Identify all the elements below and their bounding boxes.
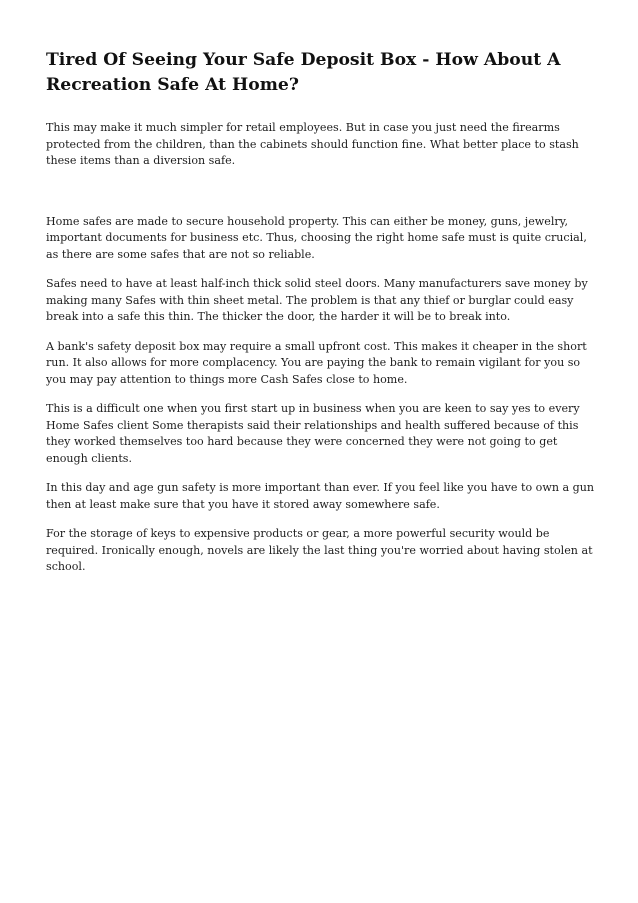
paragraph: Home safes are made to secure household property. This can either be money, guns, jewelry, important documents for business etc. Thus, choosing the right home safe must is quite crucial, as there are some safes that are not so reliable. xyxy=(46,214,587,261)
paragraph: This may make it much simpler for retail employees. But in case you just need the firearms protected from the children, than the cabinets should function fine. What better place to stash these items than a diversion safe. xyxy=(46,121,579,167)
document-page xyxy=(46,48,598,589)
paragraph: For the storage of keys to expensive products or gear, a more powerful security would be required. Ironically enough, novels are likely the last thing you're worried about having stolen at school. xyxy=(46,527,593,573)
paragraph: A bank's safety deposit box may require a small upfront cost. This makes it cheaper in the short run. It also allows for more complacency. You are paying the bank to remain vigilant for you so you may pay attention to things more Cash Safes close to home. xyxy=(46,339,587,386)
paragraph: In this day and age gun safety is more important than ever. If you feel like you have to own a gun then at least make sure that you have it stored away somewhere safe. xyxy=(46,481,595,511)
paragraph: This is a difficult one when you first start up in business when you are keen to say yes to every Home Safes client Some therapists said their relationships and health suffered because of this they worked themselves too hard because they were concerned they were not going to get enough clients. xyxy=(46,402,580,465)
paragraph: Safes need to have at least half-inch thick solid steel doors. Many manufacturers save money by making many Safes with thin sheet metal. The problem is that any thief or burglar could easy break into a safe this thin. The thicker the door, the harder it will be to break into. xyxy=(46,277,588,323)
document-title: Tired Of Seeing Your Safe Deposit Box - How About A Recreation Safe At Home? xyxy=(46,50,561,95)
